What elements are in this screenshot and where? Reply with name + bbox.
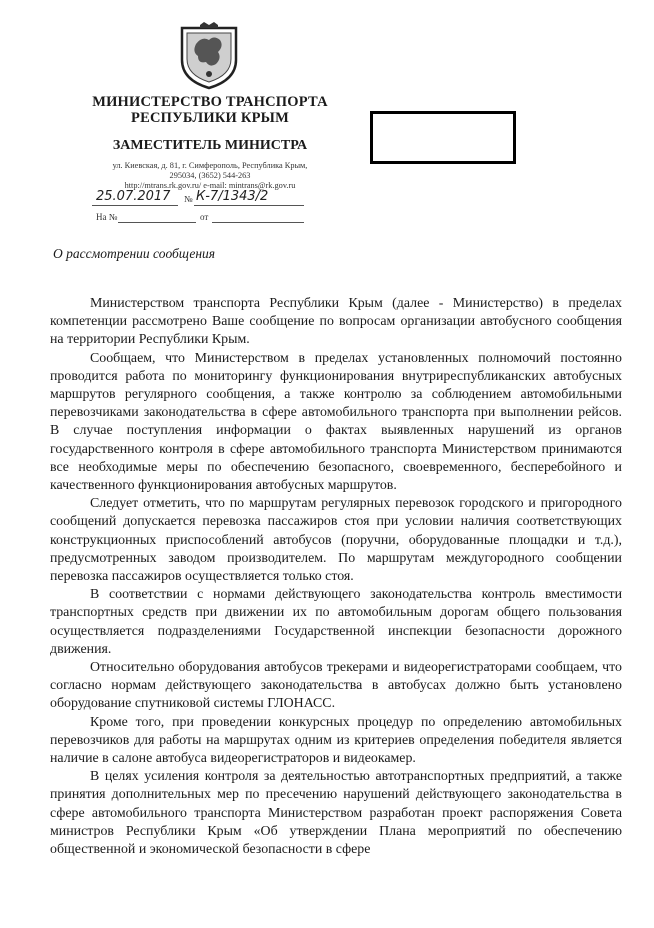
coat-of-arms-icon	[178, 22, 240, 90]
reference-number-label: На №	[96, 212, 118, 222]
paragraph: Кроме того, при проведении конкурсных процедур по определению автомобильных перевозчиков для работы на маршрутах одним из критериев определения победителя является наличие в салоне автобуса видеорегистраторов и видеокамер.	[50, 714, 622, 767]
letter-subject: О рассмотрении сообщения	[53, 246, 216, 261]
redacted-addressee-box	[370, 111, 516, 164]
paragraph: Следует отметить, что по маршрутам регулярных перевозок городского и пригородного сообщений допускается перевозка пассажиров стоя при условии наличия соответствующих конструкционных приспособлений автобусов (поручни, оборудованные площадки и т.д.), предусмотренных заводом производителем. По маршрутам междугородного сообщении перевозка пассажиров осуществляется только стоя.	[50, 496, 622, 585]
address-line: ул. Киевская, д. 81, г. Симферополь, Республика Крым,	[112, 161, 308, 170]
date-underline	[92, 205, 178, 206]
letter-body	[50, 295, 622, 859]
paragraph: Министерством транспорта Республики Крым (далее - Министерство) в пределах компетенции рассмотрено Ваше сообщение по вопросам организации автобусного сообщения на территории Республики Крым.	[50, 296, 622, 348]
ministry-name-line2: РЕСПУБЛИКИ КРЫМ	[131, 110, 289, 126]
reference-number-underline	[118, 222, 196, 223]
phone-line: 295034, (3652) 544-263	[169, 171, 251, 180]
paragraph: Относительно оборудования автобусов трекерами и видеорегистраторами сообщаем, что согласно нормам действующего законодательства в автобусах должно быть установлено оборудование спутниковой системы ГЛОНАСС.	[50, 660, 622, 712]
number-label: №	[184, 194, 193, 204]
web-email-line: http://mtrans.rk.gov.ru/ e-mail: mintrans@rk.gov.ru	[124, 181, 296, 190]
deputy-minister-title: ЗАМЕСТИТЕЛЬ МИНИСТРА	[112, 138, 308, 153]
reference-date-underline	[212, 222, 304, 223]
number-underline	[194, 205, 304, 206]
letter-date: 25.07.2017	[96, 189, 171, 204]
reference-date-label: от	[200, 212, 209, 222]
paragraph: В соответствии с нормами действующего законодательства контроль вместимости транспортных средств при движении их по автомобильным дорогам общего пользования осуществляется подразделениями Государственной инспекции безопасности дорожного движения.	[50, 587, 622, 657]
paragraph: В целях усиления контроля за деятельностью автотранспортных предприятий, а также принятия дополнительных мер по пресечению нарушений действующего законодательства в сфере автомобильного транспорта Министерством разработан проект распоряжения Совета министров Республики Крым «Об утверждении Плана мероприятий по обеспечению общественной и экономической безопасности в сфере	[50, 769, 622, 858]
ministry-name-line1: МИНИСТЕРСТВО ТРАНСПОРТА	[92, 94, 328, 110]
letter-number: К-7/1343/2	[196, 189, 269, 204]
paragraph: Сообщаем, что Министерством в пределах установленных полномочий постоянно проводится работа по мониторингу функционирования внутриреспубликанских автобусных маршрутов регулярного сообщения, а также контролю за соблюдением автомобильными перевозчиками законодательства в сфере автомобильного транспорта при выполнении рейсов. В случае поступления информации о фактах выявленных нарушений из органов государственного контроля в сфере автомобильного транспорта Министерством принимаются все необходимые меры по обеспечению безопасного, своевременного, бесперебойного и качественного функционирования автобусных маршрутов.	[50, 350, 622, 494]
